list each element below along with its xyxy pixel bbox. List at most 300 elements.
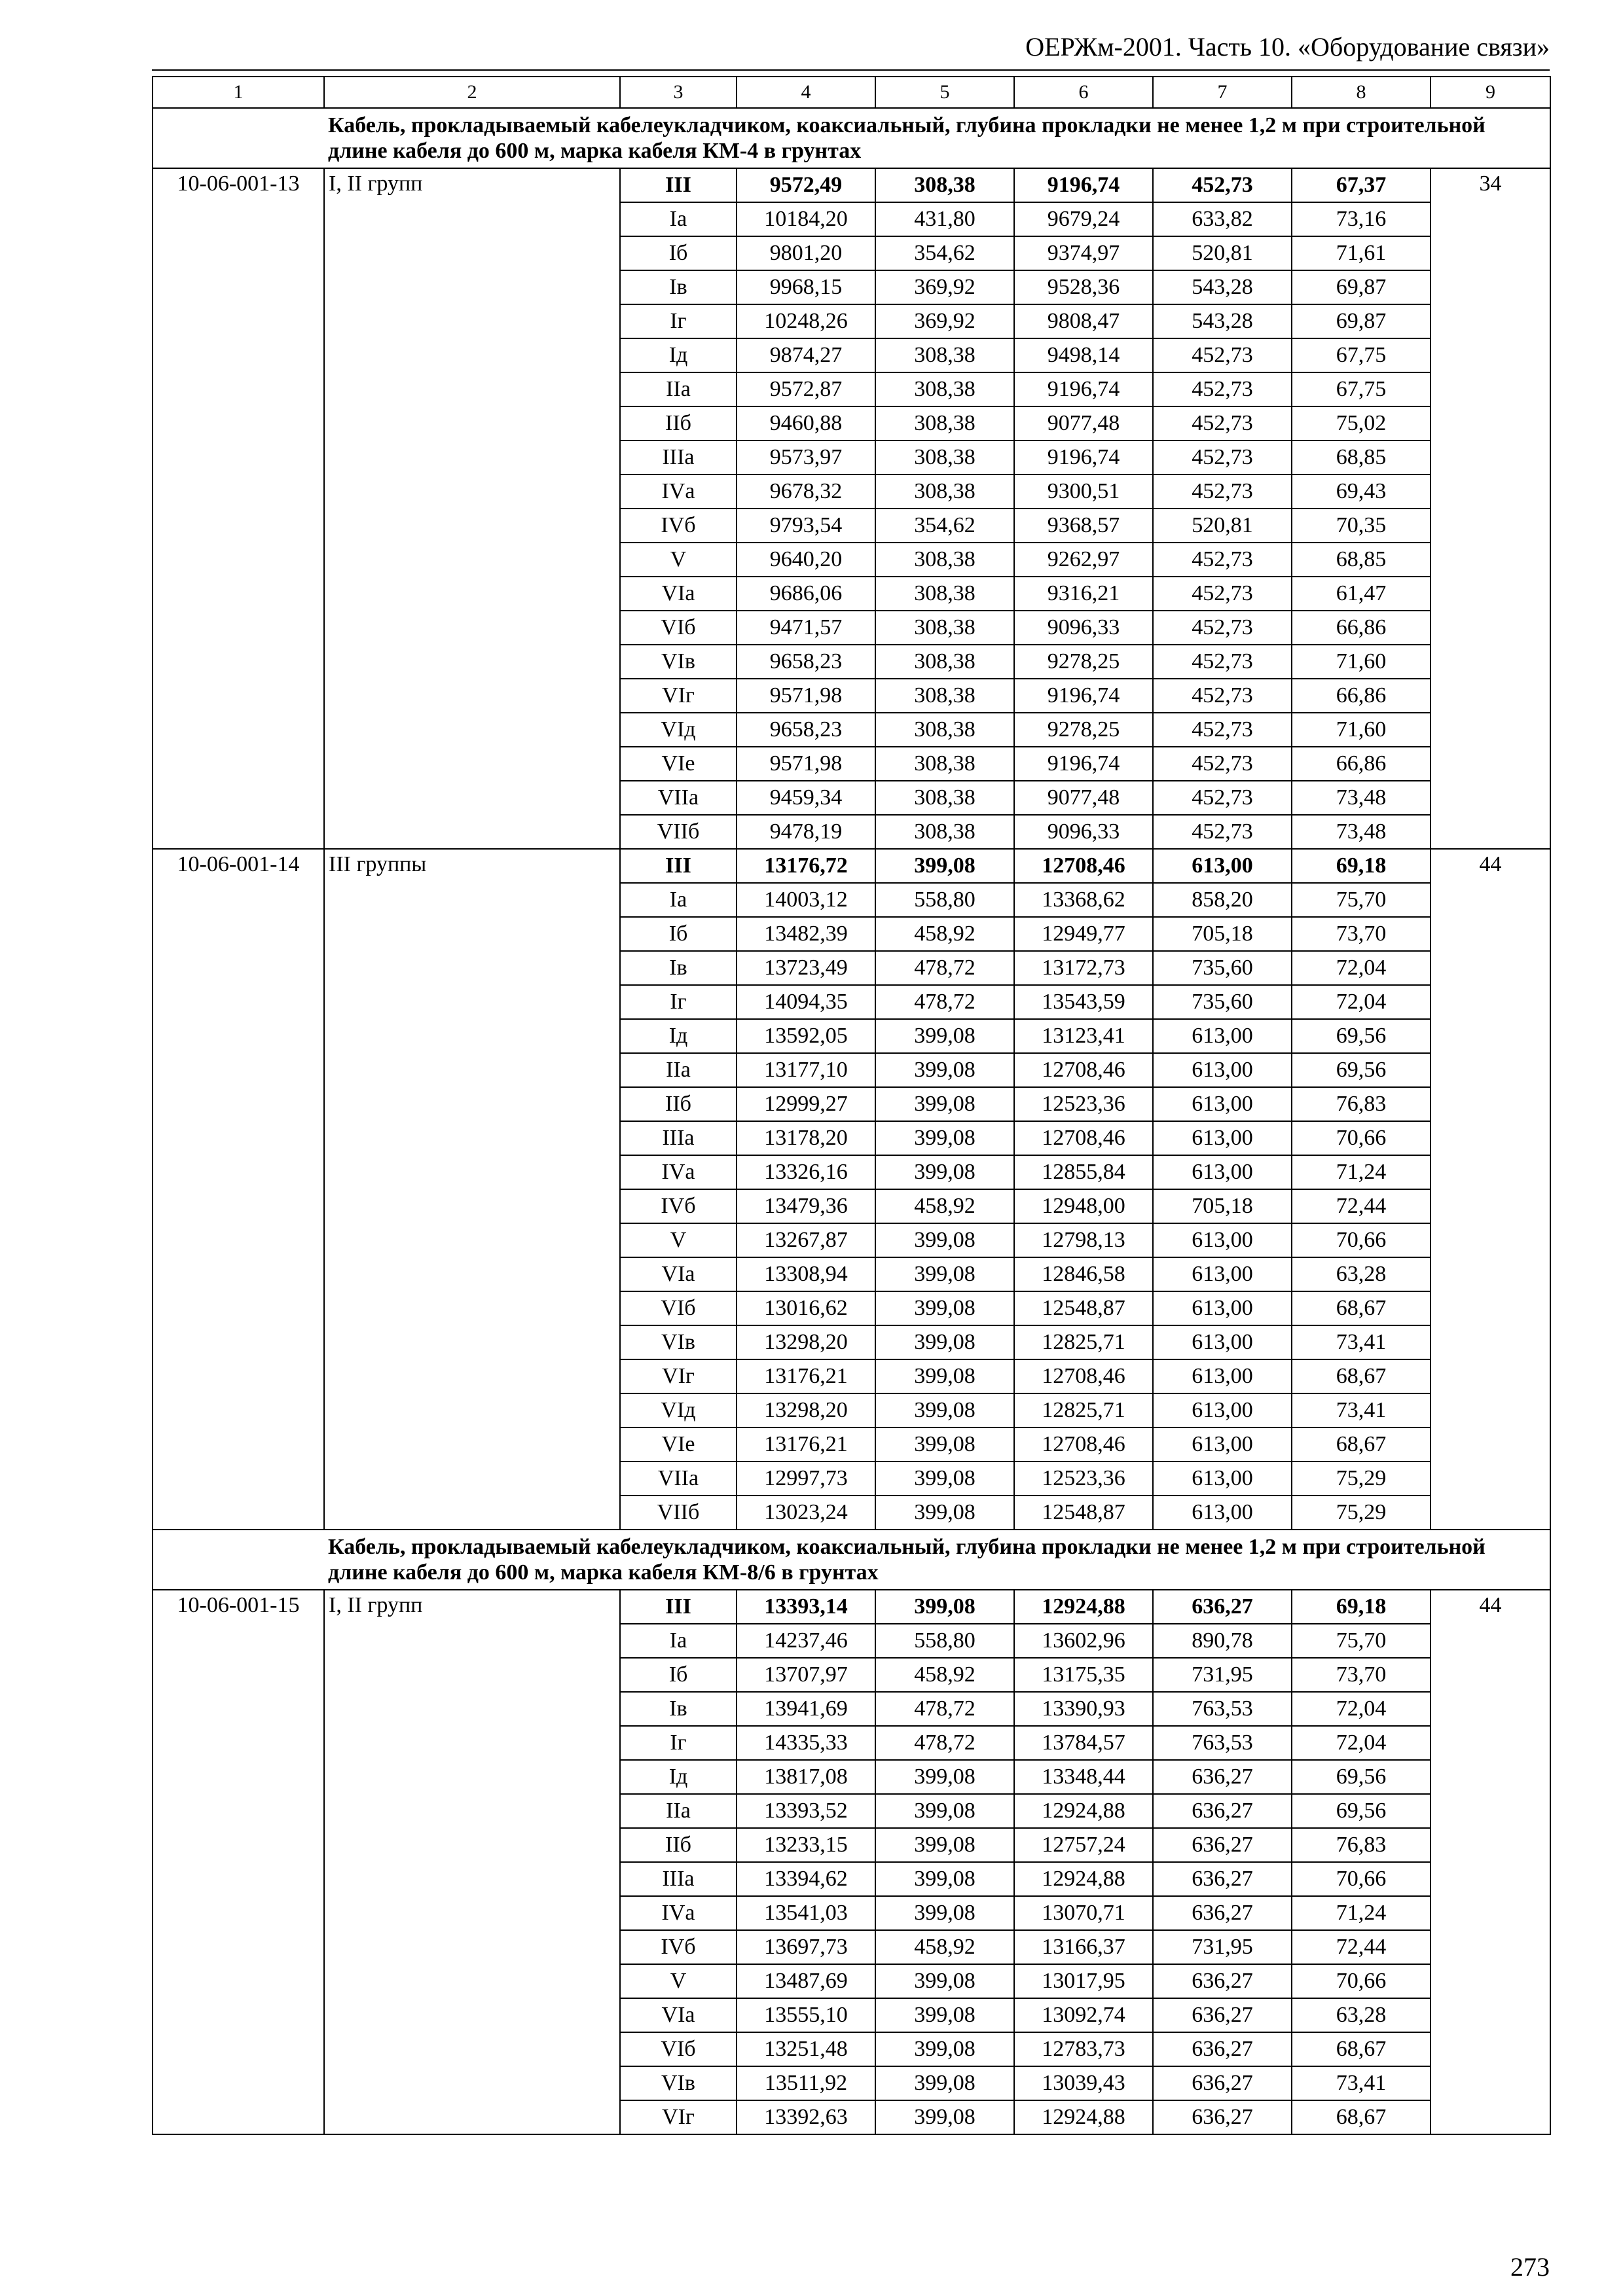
- zone-cell: VIIб: [620, 1496, 737, 1530]
- machine-cost-cell: 12548,87: [1014, 1496, 1153, 1530]
- operator-pay-cell: 452,73: [1153, 543, 1292, 577]
- operator-pay-cell: 705,18: [1153, 917, 1292, 951]
- operator-pay-cell: 613,00: [1153, 1325, 1292, 1359]
- machine-cost-cell: 12846,58: [1014, 1257, 1153, 1291]
- operator-pay-cell: 452,73: [1153, 577, 1292, 611]
- labor-cost-cell: 399,08: [875, 1828, 1014, 1862]
- zone-cell: Iб: [620, 917, 737, 951]
- labor-cost-cell: 308,38: [875, 406, 1014, 440]
- total-cost-cell: 13326,16: [737, 1155, 875, 1189]
- operator-pay-cell: 613,00: [1153, 849, 1292, 883]
- operator-pay-cell: 636,27: [1153, 1760, 1292, 1794]
- machine-cost-cell: 9196,74: [1014, 747, 1153, 781]
- zone-cell: IIIа: [620, 1121, 737, 1155]
- total-cost-cell: 9471,57: [737, 611, 875, 645]
- zone-cell: Iб: [620, 236, 737, 270]
- zone-cell: Iд: [620, 338, 737, 372]
- group-name: I, II групп: [324, 1590, 620, 2134]
- materials-cost-cell: 63,28: [1292, 1257, 1431, 1291]
- operator-pay-cell: 890,78: [1153, 1624, 1292, 1658]
- materials-cost-cell: 69,43: [1292, 475, 1431, 509]
- materials-cost-cell: 70,66: [1292, 1862, 1431, 1896]
- zone-cell: VIIа: [620, 781, 737, 815]
- materials-cost-cell: 70,66: [1292, 1964, 1431, 1998]
- operator-pay-cell: 452,73: [1153, 611, 1292, 645]
- total-cost-cell: 9793,54: [737, 509, 875, 543]
- materials-cost-cell: 69,87: [1292, 270, 1431, 304]
- labor-cost-cell: 458,92: [875, 1189, 1014, 1223]
- labor-cost-cell: 399,08: [875, 1862, 1014, 1896]
- total-cost-cell: 9658,23: [737, 645, 875, 679]
- total-cost-cell: 13298,20: [737, 1393, 875, 1427]
- operator-pay-cell: 520,81: [1153, 236, 1292, 270]
- total-cost-cell: 13176,21: [737, 1427, 875, 1462]
- rate-code: 10-06-001-14: [153, 849, 324, 1530]
- labor-cost-cell: 369,92: [875, 270, 1014, 304]
- column-number-row: [153, 77, 1550, 108]
- operator-pay-cell: 636,27: [1153, 1828, 1292, 1862]
- zone-cell: VIд: [620, 1393, 737, 1427]
- total-cost-cell: 9874,27: [737, 338, 875, 372]
- operator-pay-cell: 543,28: [1153, 304, 1292, 338]
- materials-cost-cell: 69,56: [1292, 1794, 1431, 1828]
- machine-cost-cell: 13092,74: [1014, 1998, 1153, 2032]
- materials-cost-cell: 69,18: [1292, 1590, 1431, 1624]
- labor-cost-cell: 399,08: [875, 2032, 1014, 2066]
- total-cost-cell: 13541,03: [737, 1896, 875, 1930]
- labor-cost-cell: 399,08: [875, 1794, 1014, 1828]
- table-row: [153, 1590, 1550, 1624]
- materials-cost-cell: 72,04: [1292, 1692, 1431, 1726]
- column-number: 3: [620, 77, 737, 108]
- machine-cost-cell: 9300,51: [1014, 475, 1153, 509]
- materials-cost-cell: 68,67: [1292, 1359, 1431, 1393]
- total-cost-cell: 13267,87: [737, 1223, 875, 1257]
- machine-cost-cell: 13070,71: [1014, 1896, 1153, 1930]
- materials-cost-cell: 72,04: [1292, 1726, 1431, 1760]
- machine-cost-cell: 9196,74: [1014, 372, 1153, 406]
- operator-pay-cell: 613,00: [1153, 1359, 1292, 1393]
- zone-cell: VIг: [620, 679, 737, 713]
- rates-table: [152, 76, 1551, 2135]
- zone-cell: V: [620, 1964, 737, 1998]
- zone-cell: VIа: [620, 577, 737, 611]
- zone-cell: Iв: [620, 270, 737, 304]
- operator-pay-cell: 763,53: [1153, 1692, 1292, 1726]
- machine-cost-cell: 13784,57: [1014, 1726, 1153, 1760]
- zone-cell: IVб: [620, 1930, 737, 1964]
- operator-pay-cell: 613,00: [1153, 1087, 1292, 1121]
- labor-cost-cell: 399,08: [875, 1257, 1014, 1291]
- total-cost-cell: 12997,73: [737, 1462, 875, 1496]
- operator-pay-cell: 636,27: [1153, 2032, 1292, 2066]
- machine-cost-cell: 12825,71: [1014, 1325, 1153, 1359]
- operator-pay-cell: 731,95: [1153, 1930, 1292, 1964]
- labor-cost-cell: 399,08: [875, 1087, 1014, 1121]
- total-cost-cell: 9571,98: [737, 747, 875, 781]
- zone-cell: Iг: [620, 304, 737, 338]
- operator-pay-cell: 613,00: [1153, 1496, 1292, 1530]
- machine-cost-cell: 13175,35: [1014, 1658, 1153, 1692]
- zone-cell: IIа: [620, 372, 737, 406]
- operator-pay-cell: 452,73: [1153, 475, 1292, 509]
- operator-pay-cell: 452,73: [1153, 781, 1292, 815]
- materials-cost-cell: 70,66: [1292, 1121, 1431, 1155]
- labor-cost-cell: 399,08: [875, 1964, 1014, 1998]
- zone-cell: IVб: [620, 509, 737, 543]
- operator-pay-cell: 731,95: [1153, 1658, 1292, 1692]
- machine-cost-cell: 9077,48: [1014, 781, 1153, 815]
- machine-cost-cell: 9679,24: [1014, 202, 1153, 236]
- zone-cell: VIа: [620, 1257, 737, 1291]
- materials-cost-cell: 73,41: [1292, 2066, 1431, 2100]
- labor-hours-cell: 44: [1431, 1590, 1550, 2134]
- labor-hours-cell: 44: [1431, 849, 1550, 1530]
- total-cost-cell: 9573,97: [737, 440, 875, 475]
- table-row: [153, 168, 1550, 202]
- labor-cost-cell: 399,08: [875, 1155, 1014, 1189]
- machine-cost-cell: 12825,71: [1014, 1393, 1153, 1427]
- column-number: 5: [875, 77, 1014, 108]
- labor-cost-cell: 308,38: [875, 577, 1014, 611]
- total-cost-cell: 13016,62: [737, 1291, 875, 1325]
- column-number: 8: [1292, 77, 1431, 108]
- total-cost-cell: 12999,27: [737, 1087, 875, 1121]
- labor-cost-cell: 399,08: [875, 1427, 1014, 1462]
- section-header-row: [153, 108, 1550, 168]
- zone-cell: III: [620, 849, 737, 883]
- labor-cost-cell: 369,92: [875, 304, 1014, 338]
- operator-pay-cell: 636,27: [1153, 1964, 1292, 1998]
- zone-cell: VIб: [620, 611, 737, 645]
- zone-cell: IVб: [620, 1189, 737, 1223]
- total-cost-cell: 13178,20: [737, 1121, 875, 1155]
- materials-cost-cell: 68,67: [1292, 2100, 1431, 2134]
- operator-pay-cell: 636,27: [1153, 1862, 1292, 1896]
- zone-cell: IIб: [620, 1087, 737, 1121]
- labor-cost-cell: 399,08: [875, 1462, 1014, 1496]
- machine-cost-cell: 9262,97: [1014, 543, 1153, 577]
- materials-cost-cell: 67,75: [1292, 338, 1431, 372]
- machine-cost-cell: 12798,13: [1014, 1223, 1153, 1257]
- labor-cost-cell: 558,80: [875, 1624, 1014, 1658]
- machine-cost-cell: 9077,48: [1014, 406, 1153, 440]
- total-cost-cell: 13233,15: [737, 1828, 875, 1862]
- materials-cost-cell: 72,44: [1292, 1930, 1431, 1964]
- machine-cost-cell: 12548,87: [1014, 1291, 1153, 1325]
- total-cost-cell: 13023,24: [737, 1496, 875, 1530]
- total-cost-cell: 13177,10: [737, 1053, 875, 1087]
- labor-cost-cell: 354,62: [875, 236, 1014, 270]
- labor-cost-cell: 308,38: [875, 475, 1014, 509]
- materials-cost-cell: 69,56: [1292, 1019, 1431, 1053]
- materials-cost-cell: 69,56: [1292, 1053, 1431, 1087]
- materials-cost-cell: 73,41: [1292, 1393, 1431, 1427]
- machine-cost-cell: 12757,24: [1014, 1828, 1153, 1862]
- materials-cost-cell: 70,66: [1292, 1223, 1431, 1257]
- machine-cost-cell: 9196,74: [1014, 168, 1153, 202]
- zone-cell: IIб: [620, 406, 737, 440]
- total-cost-cell: 9640,20: [737, 543, 875, 577]
- labor-cost-cell: 399,08: [875, 1325, 1014, 1359]
- machine-cost-cell: 12708,46: [1014, 1053, 1153, 1087]
- labor-cost-cell: 399,08: [875, 2066, 1014, 2100]
- operator-pay-cell: 452,73: [1153, 372, 1292, 406]
- zone-cell: Iв: [620, 1692, 737, 1726]
- machine-cost-cell: 13039,43: [1014, 2066, 1153, 2100]
- operator-pay-cell: 613,00: [1153, 1155, 1292, 1189]
- zone-cell: Iа: [620, 202, 737, 236]
- materials-cost-cell: 68,67: [1292, 1291, 1431, 1325]
- operator-pay-cell: 633,82: [1153, 202, 1292, 236]
- machine-cost-cell: 13348,44: [1014, 1760, 1153, 1794]
- machine-cost-cell: 12708,46: [1014, 1121, 1153, 1155]
- materials-cost-cell: 66,86: [1292, 611, 1431, 645]
- labor-cost-cell: 478,72: [875, 985, 1014, 1019]
- zone-cell: Iд: [620, 1019, 737, 1053]
- group-name: III группы: [324, 849, 620, 1530]
- operator-pay-cell: 452,73: [1153, 168, 1292, 202]
- total-cost-cell: 9571,98: [737, 679, 875, 713]
- materials-cost-cell: 73,70: [1292, 917, 1431, 951]
- labor-cost-cell: 478,72: [875, 951, 1014, 985]
- labor-cost-cell: 399,08: [875, 1291, 1014, 1325]
- labor-cost-cell: 308,38: [875, 679, 1014, 713]
- materials-cost-cell: 71,24: [1292, 1896, 1431, 1930]
- operator-pay-cell: 636,27: [1153, 1794, 1292, 1828]
- labor-cost-cell: 308,38: [875, 713, 1014, 747]
- column-number: 9: [1431, 77, 1550, 108]
- materials-cost-cell: 61,47: [1292, 577, 1431, 611]
- labor-cost-cell: 399,08: [875, 1359, 1014, 1393]
- materials-cost-cell: 69,56: [1292, 1760, 1431, 1794]
- zone-cell: VIе: [620, 747, 737, 781]
- zone-cell: IIа: [620, 1794, 737, 1828]
- page-header-title: ОЕРЖм-2001. Часть 10. «Оборудование связи»: [1025, 32, 1550, 62]
- labor-cost-cell: 478,72: [875, 1726, 1014, 1760]
- materials-cost-cell: 75,70: [1292, 883, 1431, 917]
- operator-pay-cell: 452,73: [1153, 338, 1292, 372]
- labor-cost-cell: 308,38: [875, 440, 1014, 475]
- machine-cost-cell: 13543,59: [1014, 985, 1153, 1019]
- operator-pay-cell: 452,73: [1153, 713, 1292, 747]
- machine-cost-cell: 12855,84: [1014, 1155, 1153, 1189]
- zone-cell: Iв: [620, 951, 737, 985]
- labor-cost-cell: 354,62: [875, 509, 1014, 543]
- materials-cost-cell: 66,86: [1292, 747, 1431, 781]
- machine-cost-cell: 12948,00: [1014, 1189, 1153, 1223]
- operator-pay-cell: 520,81: [1153, 509, 1292, 543]
- materials-cost-cell: 72,44: [1292, 1189, 1431, 1223]
- zone-cell: VIб: [620, 2032, 737, 2066]
- column-number: 7: [1153, 77, 1292, 108]
- operator-pay-cell: 613,00: [1153, 1427, 1292, 1462]
- total-cost-cell: 13482,39: [737, 917, 875, 951]
- machine-cost-cell: 12783,73: [1014, 2032, 1153, 2066]
- machine-cost-cell: 9368,57: [1014, 509, 1153, 543]
- operator-pay-cell: 613,00: [1153, 1019, 1292, 1053]
- total-cost-cell: 13176,21: [737, 1359, 875, 1393]
- total-cost-cell: 13555,10: [737, 1998, 875, 2032]
- zone-cell: VIб: [620, 1291, 737, 1325]
- total-cost-cell: 13487,69: [737, 1964, 875, 1998]
- machine-cost-cell: 13390,93: [1014, 1692, 1153, 1726]
- machine-cost-cell: 12523,36: [1014, 1087, 1153, 1121]
- total-cost-cell: 9658,23: [737, 713, 875, 747]
- total-cost-cell: 10248,26: [737, 304, 875, 338]
- materials-cost-cell: 67,75: [1292, 372, 1431, 406]
- materials-cost-cell: 68,85: [1292, 543, 1431, 577]
- labor-cost-cell: 308,38: [875, 338, 1014, 372]
- machine-cost-cell: 9498,14: [1014, 338, 1153, 372]
- zone-cell: III: [620, 1590, 737, 1624]
- labor-cost-cell: 399,08: [875, 2100, 1014, 2134]
- zone-cell: IIб: [620, 1828, 737, 1862]
- zone-cell: IIIа: [620, 1862, 737, 1896]
- total-cost-cell: 14094,35: [737, 985, 875, 1019]
- zone-cell: Iг: [620, 1726, 737, 1760]
- machine-cost-cell: 13017,95: [1014, 1964, 1153, 1998]
- machine-cost-cell: 9278,25: [1014, 645, 1153, 679]
- operator-pay-cell: 636,27: [1153, 2066, 1292, 2100]
- machine-cost-cell: 13166,37: [1014, 1930, 1153, 1964]
- machine-cost-cell: 9196,74: [1014, 679, 1153, 713]
- total-cost-cell: 13511,92: [737, 2066, 875, 2100]
- labor-cost-cell: 458,92: [875, 1930, 1014, 1964]
- total-cost-cell: 13697,73: [737, 1930, 875, 1964]
- operator-pay-cell: 735,60: [1153, 985, 1292, 1019]
- zone-cell: VIIб: [620, 815, 737, 849]
- rate-code: 10-06-001-13: [153, 168, 324, 849]
- materials-cost-cell: 71,60: [1292, 645, 1431, 679]
- total-cost-cell: 14237,46: [737, 1624, 875, 1658]
- operator-pay-cell: 735,60: [1153, 951, 1292, 985]
- total-cost-cell: 13707,97: [737, 1658, 875, 1692]
- labor-cost-cell: 399,08: [875, 1053, 1014, 1087]
- materials-cost-cell: 67,37: [1292, 168, 1431, 202]
- zone-cell: IVа: [620, 1155, 737, 1189]
- section-header-blank: [153, 1530, 324, 1590]
- column-number: 6: [1014, 77, 1153, 108]
- machine-cost-cell: 9374,97: [1014, 236, 1153, 270]
- operator-pay-cell: 763,53: [1153, 1726, 1292, 1760]
- section-header-row: [153, 1530, 1550, 1590]
- operator-pay-cell: 543,28: [1153, 270, 1292, 304]
- section-title: Кабель, прокладываемый кабелеукладчиком, коаксиальный, глубина прокладки не менее 1,2 м при строительной длине кабеля до 600 м, марка кабеля КМ-4 в грунтах: [324, 108, 1550, 168]
- machine-cost-cell: 12708,46: [1014, 1427, 1153, 1462]
- labor-cost-cell: 399,08: [875, 1760, 1014, 1794]
- total-cost-cell: 13298,20: [737, 1325, 875, 1359]
- machine-cost-cell: 9316,21: [1014, 577, 1153, 611]
- machine-cost-cell: 12708,46: [1014, 849, 1153, 883]
- zone-cell: Iб: [620, 1658, 737, 1692]
- labor-cost-cell: 458,92: [875, 1658, 1014, 1692]
- materials-cost-cell: 75,29: [1292, 1496, 1431, 1530]
- machine-cost-cell: 12924,88: [1014, 1794, 1153, 1828]
- labor-cost-cell: 399,08: [875, 1393, 1014, 1427]
- machine-cost-cell: 12523,36: [1014, 1462, 1153, 1496]
- materials-cost-cell: 68,67: [1292, 2032, 1431, 2066]
- zone-cell: VIг: [620, 2100, 737, 2134]
- operator-pay-cell: 613,00: [1153, 1462, 1292, 1496]
- zone-cell: VIв: [620, 1325, 737, 1359]
- labor-cost-cell: 308,38: [875, 372, 1014, 406]
- materials-cost-cell: 70,35: [1292, 509, 1431, 543]
- operator-pay-cell: 452,73: [1153, 406, 1292, 440]
- total-cost-cell: 14003,12: [737, 883, 875, 917]
- machine-cost-cell: 13602,96: [1014, 1624, 1153, 1658]
- machine-cost-cell: 12924,88: [1014, 1590, 1153, 1624]
- zone-cell: Iд: [620, 1760, 737, 1794]
- labor-cost-cell: 308,38: [875, 781, 1014, 815]
- materials-cost-cell: 72,04: [1292, 985, 1431, 1019]
- zone-cell: III: [620, 168, 737, 202]
- operator-pay-cell: 636,27: [1153, 2100, 1292, 2134]
- labor-cost-cell: 308,38: [875, 168, 1014, 202]
- materials-cost-cell: 76,83: [1292, 1828, 1431, 1862]
- zone-cell: Iа: [620, 883, 737, 917]
- total-cost-cell: 9686,06: [737, 577, 875, 611]
- machine-cost-cell: 13368,62: [1014, 883, 1153, 917]
- machine-cost-cell: 9196,74: [1014, 440, 1153, 475]
- column-number: 4: [737, 77, 875, 108]
- total-cost-cell: 9678,32: [737, 475, 875, 509]
- operator-pay-cell: 636,27: [1153, 1896, 1292, 1930]
- materials-cost-cell: 69,18: [1292, 849, 1431, 883]
- materials-cost-cell: 75,02: [1292, 406, 1431, 440]
- operator-pay-cell: 452,73: [1153, 747, 1292, 781]
- total-cost-cell: 13308,94: [737, 1257, 875, 1291]
- total-cost-cell: 13393,52: [737, 1794, 875, 1828]
- total-cost-cell: 13392,63: [737, 2100, 875, 2134]
- column-number: 2: [324, 77, 620, 108]
- total-cost-cell: 9478,19: [737, 815, 875, 849]
- labor-cost-cell: 308,38: [875, 815, 1014, 849]
- column-number: 1: [153, 77, 324, 108]
- materials-cost-cell: 72,04: [1292, 951, 1431, 985]
- zone-cell: V: [620, 1223, 737, 1257]
- operator-pay-cell: 613,00: [1153, 1121, 1292, 1155]
- machine-cost-cell: 9528,36: [1014, 270, 1153, 304]
- operator-pay-cell: 452,73: [1153, 645, 1292, 679]
- machine-cost-cell: 9096,33: [1014, 815, 1153, 849]
- materials-cost-cell: 63,28: [1292, 1998, 1431, 2032]
- total-cost-cell: 13817,08: [737, 1760, 875, 1794]
- operator-pay-cell: 636,27: [1153, 1590, 1292, 1624]
- labor-cost-cell: 308,38: [875, 645, 1014, 679]
- machine-cost-cell: 12924,88: [1014, 1862, 1153, 1896]
- machine-cost-cell: 12949,77: [1014, 917, 1153, 951]
- materials-cost-cell: 73,70: [1292, 1658, 1431, 1692]
- operator-pay-cell: 452,73: [1153, 679, 1292, 713]
- zone-cell: VIе: [620, 1427, 737, 1462]
- total-cost-cell: 13393,14: [737, 1590, 875, 1624]
- materials-cost-cell: 71,61: [1292, 236, 1431, 270]
- labor-hours-cell: 34: [1431, 168, 1550, 849]
- materials-cost-cell: 66,86: [1292, 679, 1431, 713]
- total-cost-cell: 13479,36: [737, 1189, 875, 1223]
- materials-cost-cell: 73,48: [1292, 781, 1431, 815]
- operator-pay-cell: 452,73: [1153, 440, 1292, 475]
- zone-cell: Iг: [620, 985, 737, 1019]
- total-cost-cell: 9460,88: [737, 406, 875, 440]
- materials-cost-cell: 71,24: [1292, 1155, 1431, 1189]
- materials-cost-cell: 68,85: [1292, 440, 1431, 475]
- group-name: I, II групп: [324, 168, 620, 849]
- rate-code: 10-06-001-15: [153, 1590, 324, 2134]
- machine-cost-cell: 9808,47: [1014, 304, 1153, 338]
- header-divider: [152, 69, 1550, 71]
